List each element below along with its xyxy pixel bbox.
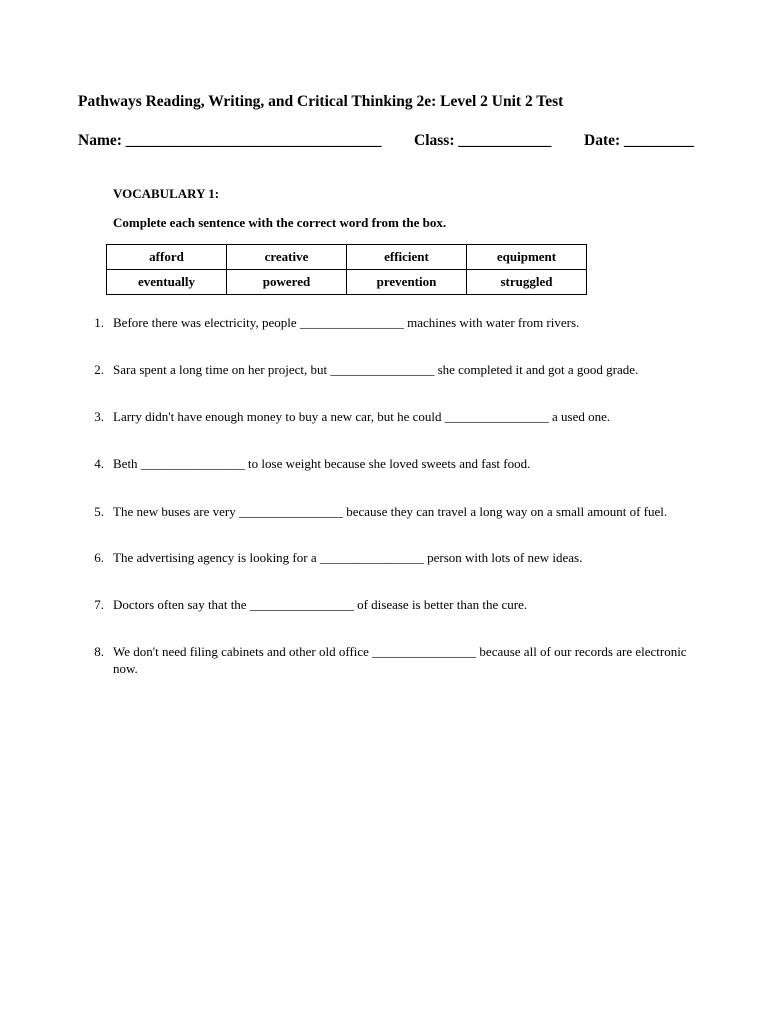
class-field: Class: ____________ xyxy=(414,132,552,149)
section-instructions: Complete each sentence with the correct word from the box. xyxy=(113,215,447,230)
question-number: 5. xyxy=(94,504,104,519)
section-heading: VOCABULARY 1: xyxy=(113,186,220,201)
question-text: The advertising agency is looking for a ________________ person with lots of new ideas. xyxy=(113,550,583,565)
word-cell: eventually xyxy=(107,270,227,295)
question-number: 6. xyxy=(94,550,104,565)
word-cell: powered xyxy=(227,270,347,295)
question-text: The new buses are very ________________ because they can travel a long way on a small amount of fuel. xyxy=(113,504,668,519)
date-field: Date: _________ xyxy=(584,132,694,149)
question-number: 3. xyxy=(94,409,104,424)
question-text: Before there was electricity, people ________________ machines with water from rivers. xyxy=(113,315,580,330)
word-box xyxy=(106,244,587,295)
word-box-row xyxy=(107,245,587,270)
word-cell: equipment xyxy=(467,245,587,270)
question-number: 8. xyxy=(94,644,104,659)
word-cell: efficient xyxy=(347,245,467,270)
question-text: We don't need filing cabinets and other old office ________________ because all of our records are electronic now. xyxy=(113,644,687,676)
question-number: 1. xyxy=(94,315,104,330)
question-text: Larry didn't have enough money to buy a new car, but he could ________________ a used one. xyxy=(113,409,611,424)
question-number: 7. xyxy=(94,597,104,612)
word-box-row xyxy=(107,270,587,295)
name-field: Name: _________________________________ xyxy=(78,132,382,149)
question-text: Sara spent a long time on her project, but ________________ she completed it and got a good grade. xyxy=(113,362,639,377)
page-title: Pathways Reading, Writing, and Critical Thinking 2e: Level 2 Unit 2 Test xyxy=(78,93,564,110)
word-cell: struggled xyxy=(467,270,587,295)
word-cell: creative xyxy=(227,245,347,270)
question-number: 2. xyxy=(94,362,104,377)
question-text: Doctors often say that the ________________ of disease is better than the cure. xyxy=(113,597,528,612)
question-text: Beth ________________ to lose weight because she loved sweets and fast food. xyxy=(113,456,531,471)
question-number: 4. xyxy=(94,456,104,471)
word-cell: afford xyxy=(107,245,227,270)
word-cell: prevention xyxy=(347,270,467,295)
